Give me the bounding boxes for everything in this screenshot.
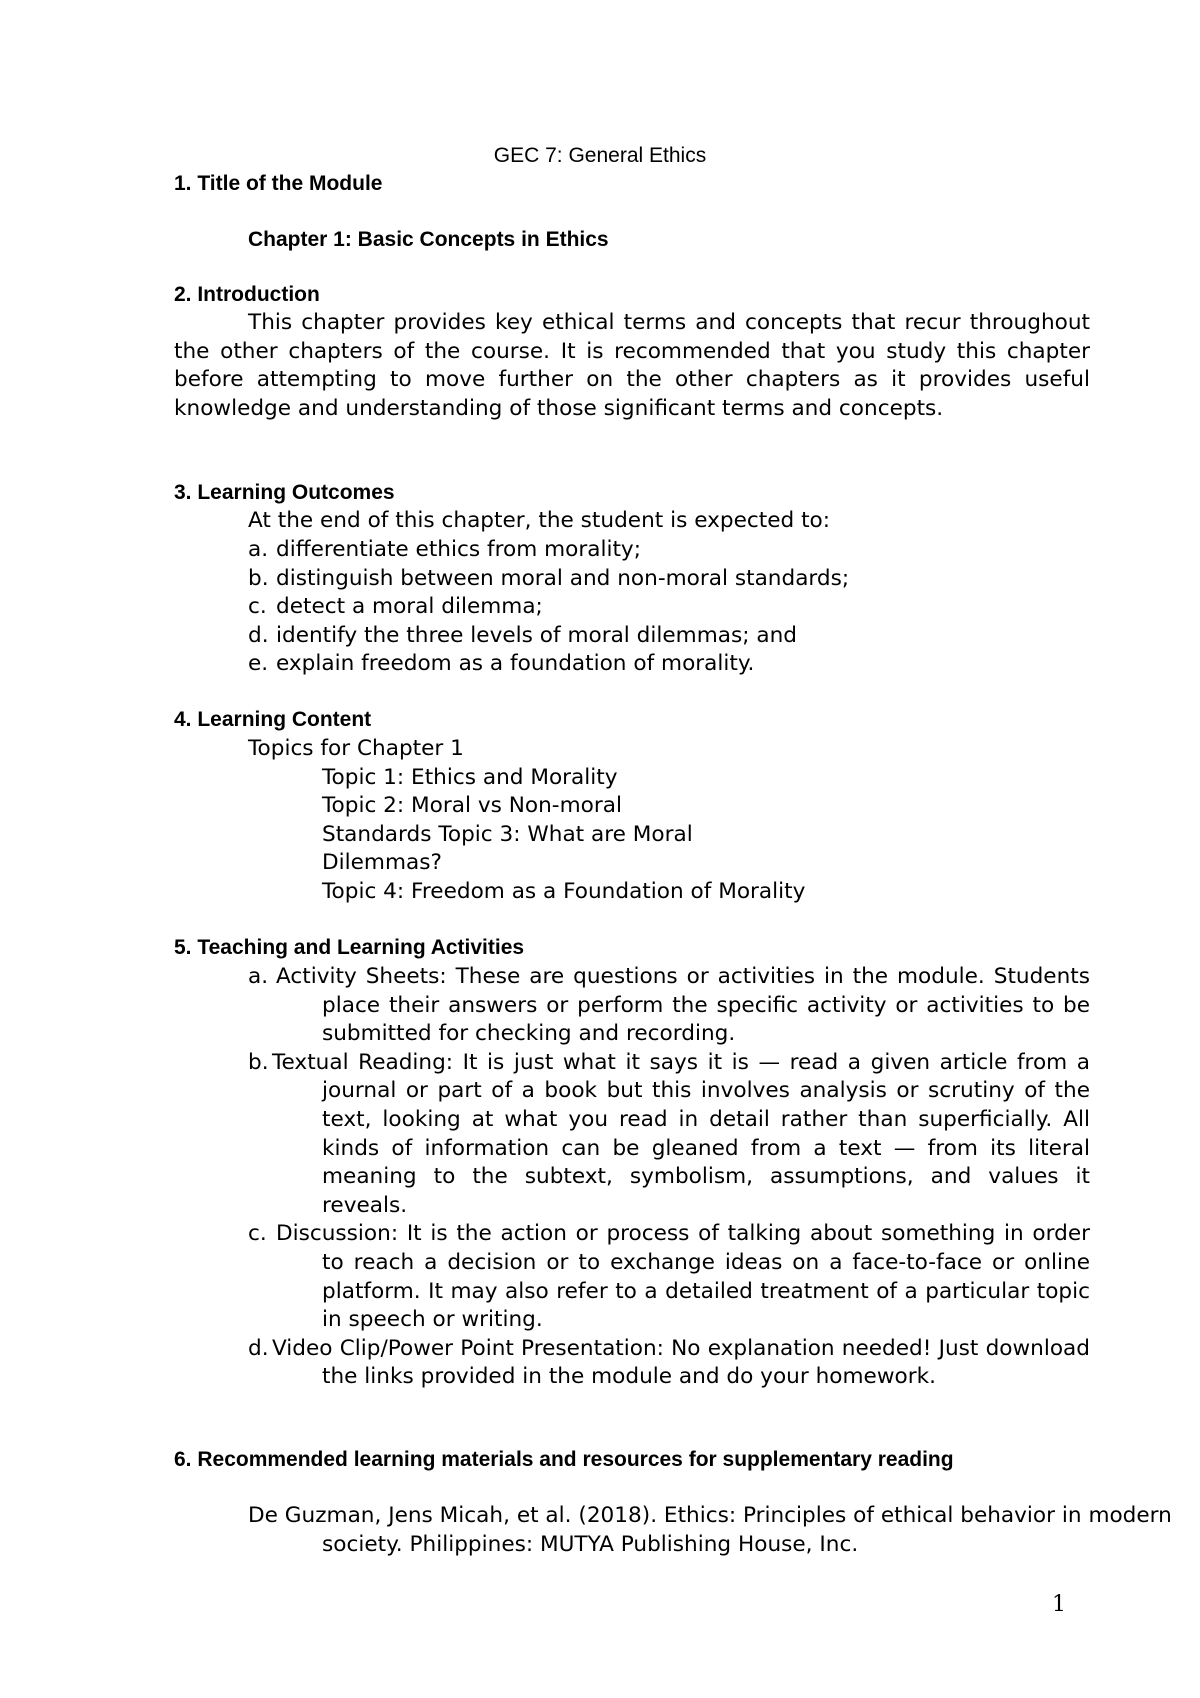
topic-line: Topic 2: Moral vs Non-moral: [322, 793, 622, 818]
topic-line: Topic 4: Freedom as a Foundation of Morality: [322, 879, 806, 904]
learning-content-heading: 4. Learning Content: [174, 708, 372, 731]
topic-line: Dilemmas?: [322, 850, 442, 875]
introduction-heading: 2. Introduction: [174, 283, 320, 306]
activity-marker: c.: [248, 1221, 267, 1247]
activity-item: [248, 963, 1090, 1049]
topic-line: Topic 1: Ethics and Morality: [322, 765, 618, 790]
activity-text: Discussion: It is the action or process of talking about something in order to reach a decision or to exchange ideas on a face-to-face or online platform. It may also refer to a detailed treatment of a particular topic in speech or writing.: [276, 1221, 1090, 1333]
activities-list: [248, 963, 1090, 1392]
introduction-paragraph: This chapter provides key ethical terms and concepts that recur throughout the other chapters of the course. It is recommended that you study this chapter before attempting to move further on the other chapters as it provides useful knowledge and understanding of those significant terms and concepts.: [174, 310, 1090, 421]
page-number: 1: [1052, 1592, 1066, 1617]
outcome-marker: e.: [248, 651, 269, 677]
activity-item: [248, 1220, 1090, 1334]
activity-marker: b.: [248, 1049, 269, 1075]
learning-outcomes-lead: At the end of this chapter, the student is expected to:: [248, 508, 831, 533]
outcome-text: detect a moral dilemma;: [276, 594, 543, 620]
outcome-item: [248, 565, 849, 594]
activity-text: Activity Sheets: These are questions or activities in the module. Students place their answers or perform the specific activity or activities to be submitted for checking and recording.: [276, 964, 1090, 1047]
outcome-text: differentiate ethics from morality;: [276, 537, 641, 562]
reference-entry: De Guzman, Jens Micah, et al. (2018). Ethics: Principles of ethical behavior in modern society. Philippines: MUTYA Publishing House, Inc.: [248, 1503, 1172, 1557]
outcome-text: identify the three levels of moral dilemmas; and: [276, 622, 797, 648]
outcome-marker: c.: [248, 594, 267, 620]
outcome-marker: b.: [248, 565, 269, 591]
outcome-marker: d.: [248, 622, 269, 648]
outcome-marker: a.: [248, 537, 269, 562]
outcome-item: [248, 622, 849, 651]
chapter-title: Chapter 1: Basic Concepts in Ethics: [248, 228, 609, 251]
module-title-heading: 1. Title of the Module: [174, 172, 383, 195]
topic-line: Standards Topic 3: What are Moral: [322, 822, 693, 847]
outcome-item: [248, 593, 849, 622]
activity-item: [248, 1049, 1090, 1221]
resources-heading: 6. Recommended learning materials and resources for supplementary reading: [174, 1448, 954, 1471]
outcome-item: [248, 536, 849, 565]
activities-heading: 5. Teaching and Learning Activities: [174, 936, 525, 959]
document-title: GEC 7: General Ethics: [493, 144, 707, 167]
activity-text: Textual Reading: It is just what it says it is — read a given article from a journal or part of a book but this involves analysis or scrutiny of the text, looking at what you read in detail rather than superficially. All kinds of information can be gleaned from a text — from its literal meaning to the subtext, symbolism, assumptions, and values it reveals.: [272, 1049, 1090, 1218]
activity-marker: d.: [248, 1335, 269, 1361]
learning-content-lead: Topics for Chapter 1: [248, 736, 464, 761]
activity-item: [248, 1335, 1090, 1392]
activity-text: Video Clip/Power Point Presentation: No explanation needed! Just download the links provided in the module and do your homework.: [272, 1335, 1090, 1390]
outcome-text: distinguish between moral and non-moral standards;: [276, 565, 850, 591]
activity-marker: a.: [248, 964, 269, 989]
learning-outcomes-heading: 3. Learning Outcomes: [174, 481, 395, 504]
learning-outcomes-list: [248, 536, 849, 679]
outcome-text: explain freedom as a foundation of morality.: [276, 651, 755, 677]
outcome-item: [248, 650, 849, 679]
